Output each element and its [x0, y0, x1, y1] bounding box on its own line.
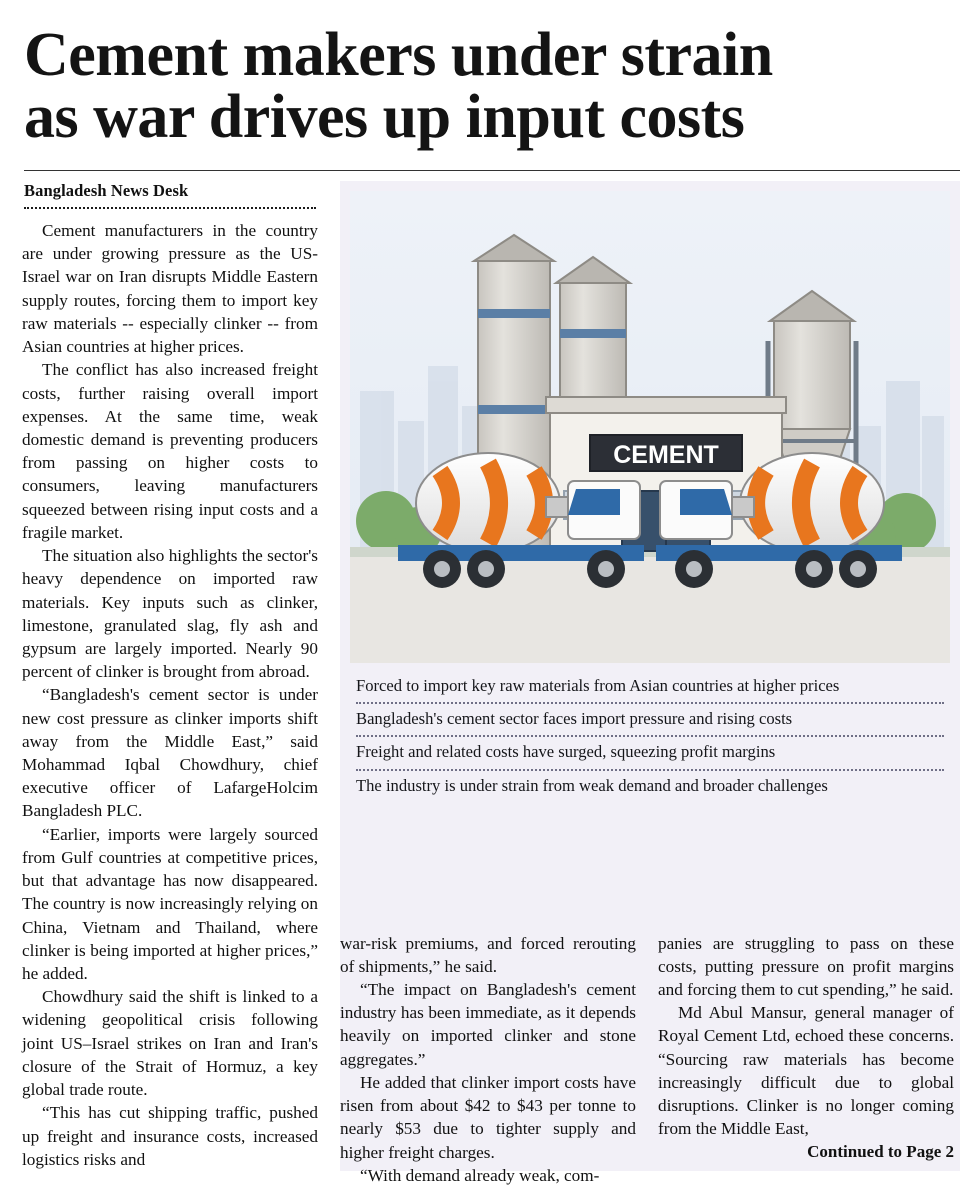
caption-and-highlights: [350, 671, 950, 804]
paragraph: Md Abul Mansur, general manager of Royal Cement Ltd, echoed these concerns. “Sourcing raw materials has become increasingly difficult due to global disruptions. Clinker is no longer coming from the Middle East,: [658, 1003, 954, 1139]
paragraph: “Earlier, imports were largely sourced from Gulf countries at competitive prices, but that advantage has now disappeared. The country is now increasingly relying on China, Vietnam and Thailand, where clinker is being imported at higher prices,” he added.: [22, 824, 318, 983]
paragraph: “Bangladesh's cement sector is under new cost pressure as clinker imports shift away from the Middle East,” said Mohammad Iqbal Chowdhury, chief executive officer of LafargeHolcim Bangladesh PLC.: [22, 685, 318, 821]
middle-column-text: [340, 932, 636, 1187]
headline-line-1: Cement makers under strain: [24, 21, 773, 89]
paragraph: The situation also highlights the sector's heavy dependence on imported raw materials. Key inputs such as clinker, limestone, granulated slag, fly ash and gypsum are largely imported. Nearly 90 percent of clinker is brought from abroad.: [22, 546, 318, 682]
paragraph: “With demand already weak, com-: [360, 1165, 600, 1185]
factory-sign-label: CEMENT: [613, 441, 719, 469]
paragraph: “This has cut shipping traffic, pushed up freight and insurance costs, increased logistics risks and: [22, 1103, 318, 1169]
highlight-item: Bangladesh's cement sector faces import pressure and rising costs: [356, 709, 793, 729]
lower-left-spacer: [22, 932, 318, 1187]
paragraph: He added that clinker import costs have risen from about $42 to $43 per tonne to nearly $53 due to tighter supply and higher freight charges.: [340, 1072, 636, 1162]
byline: Bangladesh News Desk: [24, 181, 189, 200]
lower-columns: [22, 932, 954, 1187]
cement-factory-with-mixer-trucks-illustration: [350, 191, 950, 663]
paragraph: “The impact on Bangladesh's cement industry has been immediate, as it depends heavily on imported clinker and stone aggregates.”: [340, 980, 636, 1069]
byline-divider: [24, 207, 316, 209]
paragraph: The conflict has also increased freight costs, further raising overall import expenses. At the same time, weak domestic demand is preventing producers from passing on higher costs to consumers, leaving manufacturers squeezed between rising input costs and a fragile market.: [22, 360, 318, 542]
paragraph: Chowdhury said the shift is linked to a widening geopolitical crisis following joint US–Israel strikes on Iran and Iran's closure of the Strait of Hormuz, a key global trade route.: [22, 987, 318, 1100]
headline-line-2: as war drives up input costs: [24, 83, 745, 151]
image-caption: Forced to import key raw materials from Asian countries at higher prices: [356, 676, 840, 695]
paragraph: Cement manufacturers in the country are under growing pressure as the US-Israel war on Iran disrupts Middle Eastern supply routes, forcing them to import key raw materials -- especially clinker -- from Asian countries at higher prices.: [22, 221, 318, 357]
highlight-item: Freight and related costs have surged, squeezing profit margins: [356, 742, 776, 762]
right-column-text: [658, 932, 954, 1187]
page-title: [24, 21, 948, 151]
highlight-item: The industry is under strain from weak demand and broader challenges: [356, 775, 828, 795]
paragraph: war-risk premiums, and forced rerouting of shipments,” he said.: [340, 933, 636, 976]
headline-divider: [24, 170, 960, 171]
continued-label: Continued to Page 2: [807, 1141, 954, 1161]
paragraph: panies are struggling to pass on these costs, putting pressure on profit margins and forcing them to cut spending,” he said.: [658, 933, 954, 1000]
